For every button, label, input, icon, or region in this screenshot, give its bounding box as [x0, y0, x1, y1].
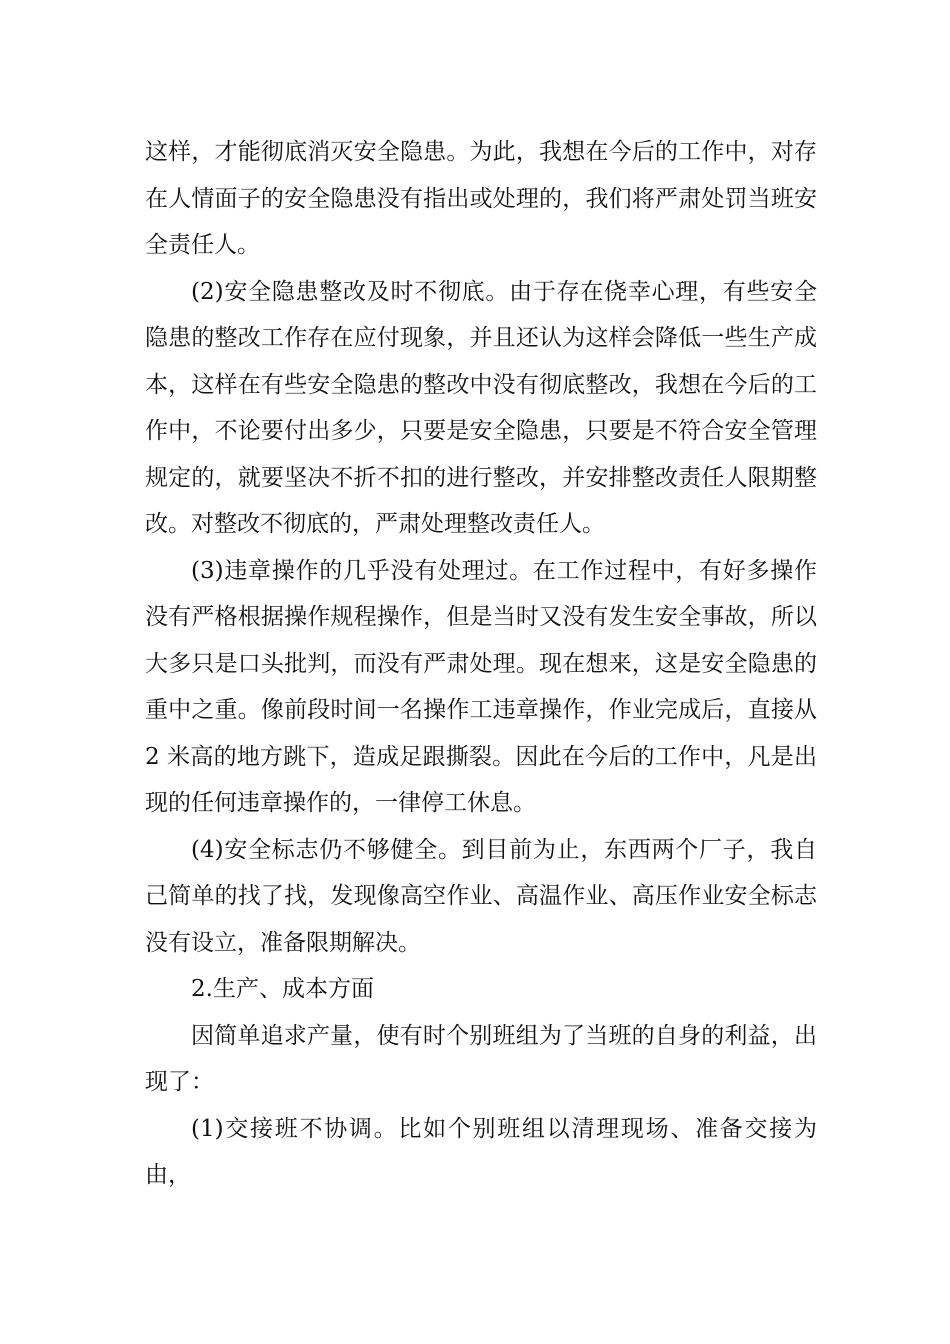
- paragraph-item-4-safety-signs: (4)安全标志仍不够健全。到目前为止，东西两个厂子，我自己简单的找了找，发现像高空作业、高温作业、高压作业安全标志没有设立，准备限期解决。: [145, 836, 817, 956]
- paragraph-item-2-hazard-rectification: (2)安全隐患整改及时不彻底。由于存在侥幸心理，有些安全隐患的整改工作存在应付现象，并且还认为这样会降低一些生产成本，这样在有些安全隐患的整改中没有彻底整改，我想在今后的工作中，不论要付出多少，只要是安全隐患，只要是不符合安全管理规定的，就要坚决不折不扣的进行整改，并安排整改责任人限期整改。对整改不彻底的，严肃处理整改责任人。: [145, 278, 817, 537]
- paragraph-item-1-shift-handover: (1)交接班不协调。比如个别班组以清理现场、准备交接为由，: [145, 1115, 817, 1188]
- paragraph-production-intro: 因简单追求产量，使有时个别班组为了当班的自身的利益，出现了：: [145, 1022, 817, 1095]
- document-body: [145, 129, 817, 1199]
- paragraph-continuation: 这样，才能彻底消灭安全隐患。为此，我想在今后的工作中，对存在人情面子的安全隐患没有指出或处理的，我们将严肃处罚当班安全责任人。: [145, 139, 817, 258]
- paragraph-item-3-violations: (3)违章操作的几乎没有处理过。在工作过程中，有好多操作没有严格根据操作规程操作，但是当时又没有发生安全事故，所以大多只是口头批判，而没有严肃处理。现在想来，这是安全隐患的重中之重。像前段时间一名操作工违章操作，作业完成后，直接从 2 米高的地方跳下，造成足跟撕裂。因此在今后的工作中，凡是出现的任何违章操作的，一律停工休息。: [145, 557, 817, 816]
- section-heading-production-cost: 2.生产、成本方面: [191, 976, 374, 1002]
